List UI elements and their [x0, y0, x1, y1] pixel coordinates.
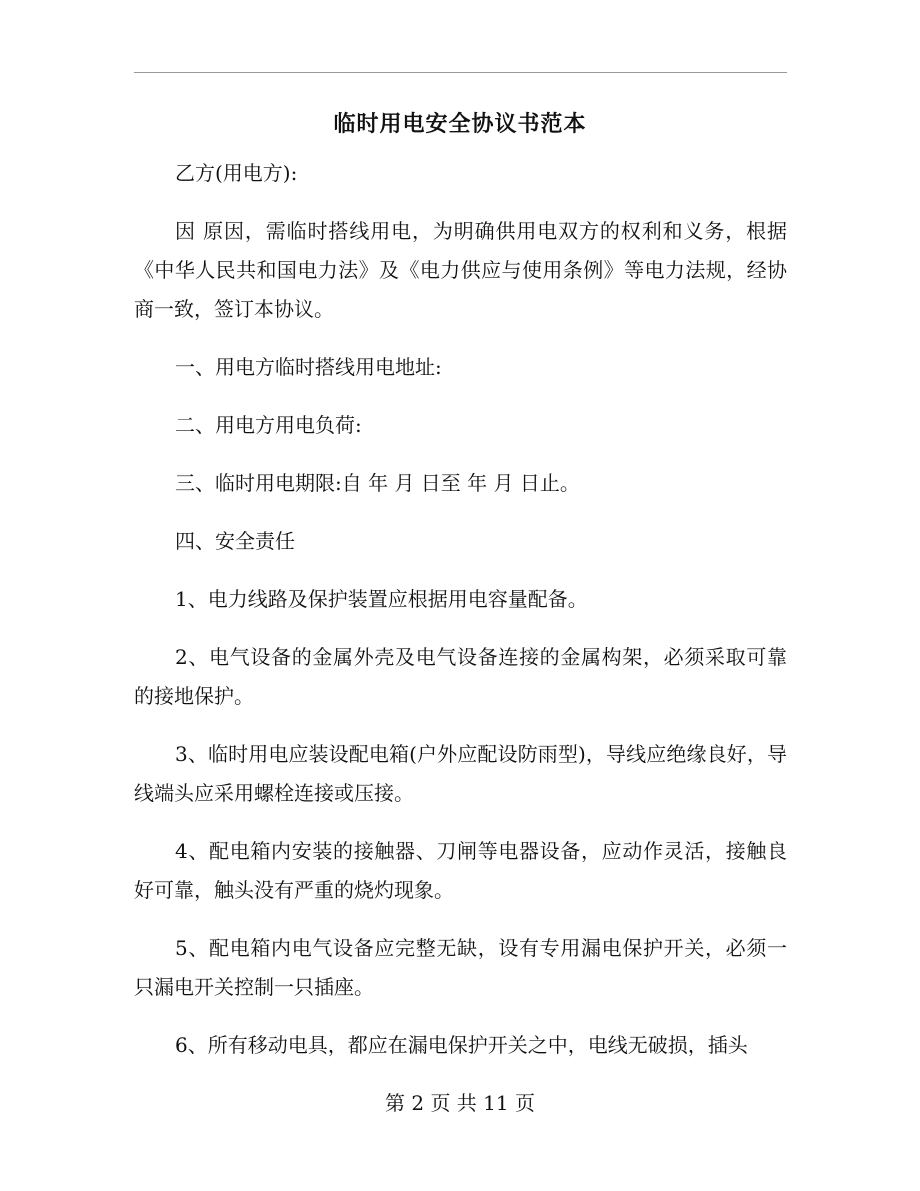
- paragraph-period: 三、临时用电期限:自 年 月 日至 年 月 日止。: [175, 471, 580, 495]
- paragraph-preamble: 因 原因，需临时搭线用电，为明确供用电双方的权利和义务，根据《中华人民共和国电力法》及《电力供应与使用条例》等电力法规，经协商一致，签订本协议。: [134, 219, 787, 321]
- header-rule: [134, 72, 787, 73]
- document-title: 临时用电安全协议书范本: [333, 111, 587, 137]
- paragraph-item-4: 4、配电箱内安装的接触器、刀闸等电器设备，应动作灵活，接触良好可靠，触头没有严重的烧灼现象。: [134, 839, 787, 902]
- paragraph-item-2: 2、电气设备的金属外壳及电气设备连接的金属构架，必须采取可靠的接地保护。: [134, 645, 787, 708]
- paragraph-item-1: 1、电力线路及保护装置应根据用电容量配备。: [175, 587, 588, 611]
- paragraph-party-b: 乙方(用电方):: [175, 161, 298, 185]
- paragraph-safety-heading: 四、安全责任: [175, 529, 295, 553]
- page-number: 第 2 页 共 11 页: [385, 1091, 535, 1115]
- paragraph-load: 二、用电方用电负荷:: [175, 413, 362, 437]
- paragraph-item-3: 3、临时用电应装设配电箱(户外应配设防雨型)，导线应绝缘良好，导线端头应采用螺栓连接或压接。: [134, 742, 787, 805]
- document-body: [134, 154, 787, 1084]
- paragraph-address: 一、用电方临时搭线用电地址:: [175, 355, 442, 379]
- paragraph-item-5: 5、配电箱内电气设备应完整无缺，设有专用漏电保护开关，必须一只漏电开关控制一只插座。: [134, 936, 787, 999]
- paragraph-item-6: 6、所有移动电具，都应在漏电保护开关之中，电线无破损，插头: [175, 1033, 748, 1057]
